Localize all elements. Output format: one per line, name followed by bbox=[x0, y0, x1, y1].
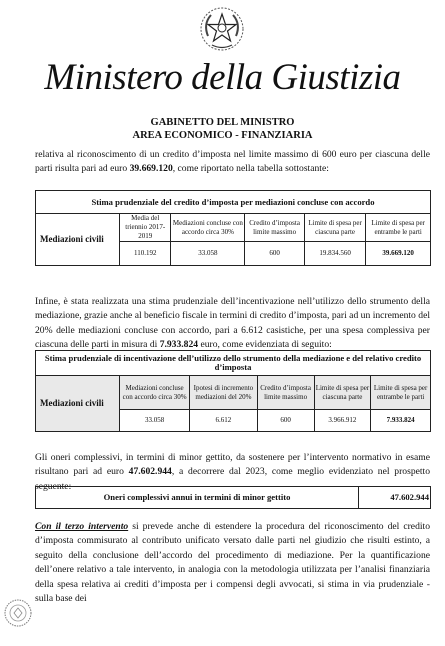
table-cell: 39.669.120 bbox=[366, 242, 431, 266]
table-cell: 33.058 bbox=[120, 410, 190, 432]
column-header: Mediazioni concluse con accordo circa 30% bbox=[171, 214, 245, 242]
column-header: Mediazioni concluse con accordo circa 30% bbox=[120, 376, 190, 410]
row-label: Mediazioni civili bbox=[36, 214, 120, 266]
department-line-2: AREA ECONOMICO - FINANZIARIA bbox=[132, 130, 313, 141]
row-label: Mediazioni civili bbox=[36, 376, 120, 432]
paragraph-1: relativa al riconoscimento di un credito d’imposta nel limite massimo di 600 euro per ciascuna delle parti risulta pari ad euro 39.669.120, come riportato nella tabella sottostante: bbox=[35, 149, 430, 175]
department-line-1: GABINETTO DEL MINISTRO bbox=[150, 117, 295, 128]
charges-label: Oneri complessivi annui in termini di minor gettito bbox=[36, 487, 359, 509]
table-cell: 19.834.560 bbox=[304, 242, 365, 266]
column-header: Limite di spesa per entrambe le parti bbox=[366, 214, 431, 242]
column-header: Media del triennio 2017-2019 bbox=[120, 214, 171, 242]
amount-total-charges: 47.602.944 bbox=[128, 466, 172, 478]
column-header: Ipotesi di incremento mediazioni del 20% bbox=[190, 376, 257, 410]
table-cell: 110.192 bbox=[120, 242, 171, 266]
table-annual-charges bbox=[35, 486, 431, 509]
third-intervention-heading: Con il terzo intervento bbox=[35, 521, 129, 532]
table-cell: 3.966.912 bbox=[314, 410, 371, 432]
column-header: Credito d’imposta limite massimo bbox=[257, 376, 314, 410]
amount-total-spending: 39.669.120 bbox=[129, 163, 173, 175]
ministry-title: Ministero della Giustizia bbox=[44, 57, 401, 98]
table-title: Stima prudenziale del credito d’imposta per mediazioni concluse con accordo bbox=[36, 191, 431, 214]
charges-value: 47.602.944 bbox=[359, 487, 431, 509]
table-cell: 600 bbox=[245, 242, 305, 266]
table-cell: 600 bbox=[257, 410, 314, 432]
table-title: Stima prudenziale di incentivazione dell’utilizzo dello strumento della mediazione e del relativo credito d’imposta bbox=[36, 351, 431, 376]
table-incentive-estimate bbox=[35, 350, 431, 432]
paragraph-2: Infine, è stata realizzata una stima prudenziale dell’incentivazione nell’utilizzo dello strumento della mediazione, grazie anche al beneficio fiscale in termini di credito d’imposta, pari ad un incremento del 20% delle mediazioni concluse con accordo, pari a 6.612 casistiche, per una spesa complessiva per ciascuna delle parti in misura di 7.933.824 euro, come evidenziata di seguito: bbox=[35, 296, 430, 351]
paragraph-3: Gli oneri complessivi, in termini di minor gettito, da sostenere per l’intervento normativo in esame risultano pari ad euro 47.602.944, a decorrere dal 2023, come meglio evidenziato nel prospetto seguente: bbox=[35, 452, 430, 492]
table-credit-estimate bbox=[35, 190, 431, 266]
table-cell: 6.612 bbox=[190, 410, 257, 432]
column-header: Credito d’imposta limite massimo bbox=[245, 214, 305, 242]
column-header: Limite di spesa per ciascuna parte bbox=[314, 376, 371, 410]
table-cell: 7.933.824 bbox=[371, 410, 431, 432]
column-header: Limite di spesa per entrambe le parti bbox=[371, 376, 431, 410]
italian-republic-emblem-icon bbox=[199, 6, 245, 52]
official-stamp-icon bbox=[3, 598, 33, 628]
table-cell: 33.058 bbox=[171, 242, 245, 266]
paragraph-4: Con il terzo intervento si prevede anche di estendere la procedura del riconoscimento del credito d’imposta commisurato al contributo unificato versato dalle parti nel giudizio che risulti estinto, a seguito della conclusione dell’accordo del procedimento di mediazione. Per la quantificazione dell’onere relativo a tale intervento, in analogia con la metodologia utilizzata per l’analisi finanziaria della spesa relativa ai crediti d’imposta per i compensi degli avvocati, si stima in via prudenziale - sulla base dei bbox=[35, 521, 430, 605]
column-header: Limite di spesa per ciascuna parte bbox=[304, 214, 365, 242]
amount-incentive: 7.933.824 bbox=[159, 339, 199, 351]
